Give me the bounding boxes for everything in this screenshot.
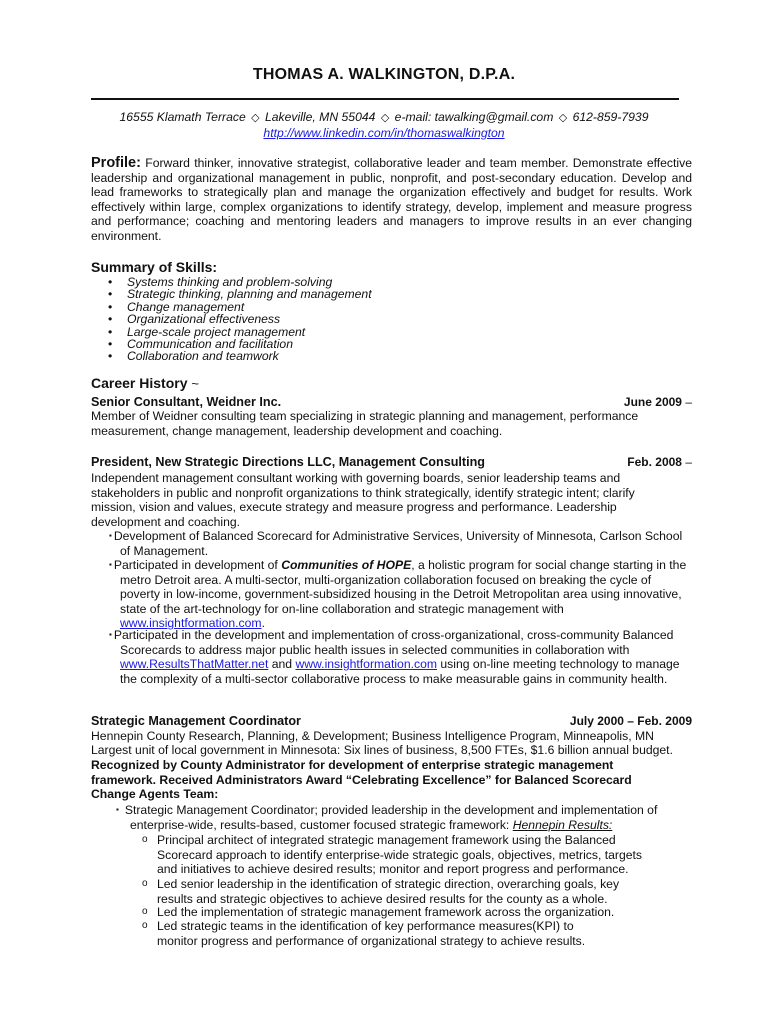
bullet-text: Participated in development of [113, 558, 282, 572]
bullet-text: Development of Balanced Scorecard for Administrative Services, University of Minnesota, Carlson School of Management. [113, 529, 683, 558]
list-item: • Change management [108, 301, 372, 313]
job-date: July 2000 – Feb. 2009 [569, 714, 692, 728]
email[interactable]: e-mail: tawalking@gmail.com [394, 110, 554, 124]
square-bullet-icon: ▪ [109, 560, 112, 569]
job-description: Independent management consultant working with governing boards, senior leadership teams and stakeholders in public and nonprofit organizations to think strategically, identify strategic intent; clarify mission, vision and values, execute strategy and measure progress and performance. Leadership development and coaching. [91, 471, 635, 529]
skills-heading: Summary of Skills: [91, 259, 218, 275]
career-heading-text: Career History [91, 375, 188, 391]
job-date [624, 395, 692, 409]
square-bullet-icon: ▪ [116, 805, 119, 814]
profile-heading: Profile: [91, 155, 141, 171]
list-item: • Systems thinking and problem-solving [108, 276, 372, 288]
job-scope: Largest unit of local government in Minnesota: Six lines of business, 8,500 FTEs, $1.6 billion annual budget. [91, 743, 673, 757]
circle-bullet-icon: o [142, 920, 148, 931]
square-bullet-icon: ▪ [109, 531, 112, 540]
date-text: June 2009 [623, 395, 682, 409]
list-item [142, 905, 682, 920]
list-item [142, 833, 652, 877]
diamond-separator-icon: ◇ [380, 112, 390, 124]
circle-bullet-icon: o [142, 834, 148, 845]
diamond-separator-icon: ◇ [558, 112, 568, 124]
tilde: ~ [191, 376, 199, 391]
job-date [627, 455, 692, 469]
profile-text: Forward thinker, innovative strategist, collaborative leader and team member. Demonstrate effective leadership and organizational management in public, nonprofit, and post-secondary education. Develop and lead frameworks to strategically plan and manage the organization effectively and budget for results. Work effectively within large, complex organizations to identify strategy, develop, implement and measure progress and performance; coaching and mentoring leaders and managers to improve results in an ever changing environment. [91, 156, 692, 243]
candidate-name: THOMAS A. WALKINGTON, D.P.A. [252, 66, 516, 83]
sub-bullet-text: Led the implementation of strategic management framework across the organization. [157, 905, 615, 919]
sub-bullet-text: Led senior leadership in the identification of strategic direction, overarching goals, key results and strategic objectives to achieve desired results for the county as a whole. [157, 877, 620, 906]
profile-section [91, 156, 692, 244]
job-award: Recognized by County Administrator for development of enterprise strategic management framework. Received Administrators Award “Celebrating Excellence” for Balanced Scorecard Change Agents Team: [91, 758, 632, 802]
bullet-text: using on-line meeting technology to manage the complexity of a multi-sector collaborative process to make measurable gains in community health. [120, 657, 680, 686]
job-title-row [91, 395, 692, 409]
job-title: Senior Consultant, Weidner Inc. [91, 395, 282, 409]
bullet-text: Participated in the development and implementation of cross-organizational, cross-community Balanced Scorecards to address major public health issues in selected communities in collaboration with [113, 628, 674, 657]
date-dash: – [685, 395, 692, 409]
bullet-text: Strategic Management Coordinator; provided leadership in the development and implementation of enterprise-wide, results-based, customer focused strategic framework: [124, 803, 658, 832]
bullet-text: . [261, 616, 265, 631]
insightformation-link[interactable]: www.insightformation.com [295, 657, 438, 672]
circle-bullet-icon: o [142, 878, 148, 889]
career-heading [91, 376, 692, 392]
list-item [142, 919, 612, 948]
job-title-row [91, 714, 692, 728]
job-organization: Hennepin County Research, Planning, & Development; Business Intelligence Program, Minneapolis, MN [91, 729, 654, 743]
header-divider [91, 98, 679, 100]
list-item: • Collaboration and teamwork [108, 350, 372, 362]
date-dash: – [685, 455, 692, 469]
linkedin-link[interactable]: http://www.linkedin.com/in/thomaswalkington [263, 126, 505, 140]
phone: 612-859-7939 [572, 110, 649, 124]
job-title: Strategic Management Coordinator [91, 714, 301, 728]
bullet-text: , a holistic program for social change starting in the metro Detroit area. A multi-sector, multi-organization collaboration focused on breaking the cycle of poverty in low-income, government-subsidized housing in the Detroit Metropolitan area using innovative, state of the art-technology for on-line collaboration and strategic management with [120, 558, 687, 616]
square-bullet-icon: ▪ [109, 630, 112, 639]
diamond-separator-icon: ◇ [251, 112, 260, 124]
list-item [106, 529, 692, 558]
job-title: President, New Strategic Directions LLC, Management Consulting [91, 455, 485, 469]
list-item [116, 803, 688, 832]
list-item: • Communication and facilitation [108, 338, 372, 350]
program-name: Communities of HOPE [281, 558, 412, 572]
contact-info [0, 110, 768, 141]
list-item: • Strategic thinking, planning and management [108, 288, 372, 300]
city: Lakeville, MN 55044 [264, 110, 376, 124]
list-item [106, 628, 692, 686]
address: 16555 Klamath Terrace [119, 110, 246, 124]
job-description: Member of Weidner consulting team specializing in strategic planning and management, performance measurement, change management, leadership development and coaching. [91, 409, 639, 438]
job-title-row [91, 455, 692, 469]
sub-bullet-text: Principal architect of integrated strategic management framework using the Balanced Scorecard approach to identify enterprise-wide strategic goals, objectives, metrics, targets and initiatives to achieve desired results; monitor and report progress and performance. [157, 833, 643, 877]
resultsthatmatter-link[interactable]: www.ResultsThatMatter.net [120, 657, 269, 672]
list-item: • Organizational effectiveness [108, 313, 372, 325]
date-text: Feb. 2008 [627, 455, 682, 469]
sub-bullet-text: Led strategic teams in the identification of key performance measures(KPI) to monitor progress and performance of organizational strategy to achieve results. [157, 919, 586, 948]
bullet-text: and [268, 657, 296, 672]
circle-bullet-icon: o [142, 906, 148, 917]
insightformation-link[interactable]: www.insightformation.com [120, 616, 262, 631]
skills-list [108, 276, 372, 363]
list-item: • Large-scale project management [108, 326, 372, 338]
list-item [142, 877, 652, 906]
framework-name: Hennepin Results: [512, 817, 613, 832]
list-item [106, 558, 692, 631]
